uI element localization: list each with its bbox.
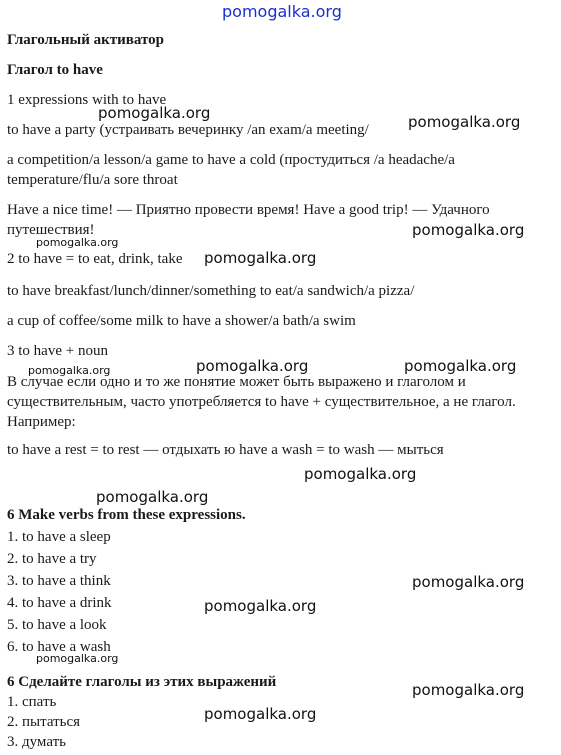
watermark: pomogalka.org — [36, 236, 119, 249]
watermark: pomogalka.org — [412, 221, 525, 239]
text-line-9: В случае если одно и то же понятие может быть выражено и глаголом и существительным, часто употребляется to have + существительное, а не глагол. Например: — [7, 374, 516, 430]
exercise-6-item: 1. to have a sleep — [7, 529, 111, 545]
watermark: pomogalka.org — [36, 652, 119, 665]
watermark: pomogalka.org — [408, 113, 521, 131]
text-line-3: a competition/a lesson/a game to have a cold (простудиться /a headache/a temperature/flu/a sore throat — [7, 152, 455, 188]
exercise-6-item: 3. to have a think — [7, 573, 111, 589]
exercise-6-ru-item: 2. пытаться — [7, 714, 81, 730]
text-line-7: a cup of coffee/some milk to have a shower/a bath/a swim — [7, 313, 356, 329]
text-line-10: to have a rest = to rest — отдыхать ю have a wash = to wash — мыться — [7, 442, 444, 458]
exercise-6-ru-item: 3. думать — [7, 734, 66, 750]
exercise-6-item: 5. to have a look — [7, 617, 107, 633]
watermark: pomogalka.org — [404, 357, 517, 375]
watermark: pomogalka.org — [204, 249, 317, 267]
watermark: pomogalka.org — [412, 573, 525, 591]
header-watermark: pomogalka.org — [222, 2, 342, 21]
watermark: pomogalka.org — [204, 705, 317, 723]
watermark: pomogalka.org — [28, 364, 111, 377]
text-line-8: 3 to have + noun — [7, 343, 108, 359]
text-line-2: to have a party (устраивать вечеринку /an exam/a meeting/ — [7, 122, 369, 138]
exercise-6-ru-heading: 6 Сделайте глаголы из этих выражений — [7, 674, 277, 690]
text-line-5: 2 to have = to eat, drink, take — [7, 251, 183, 267]
watermark: pomogalka.org — [304, 465, 417, 483]
watermark: pomogalka.org — [98, 104, 211, 122]
exercise-6-item: 6. to have a wash — [7, 639, 111, 655]
exercise-6-item: 4. to have a drink — [7, 595, 112, 611]
watermark: pomogalka.org — [196, 357, 309, 375]
text-line-6: to have breakfast/lunch/dinner/something to eat/a sandwich/a pizza/ — [7, 283, 415, 299]
text-line-1: 1 expressions with to have — [7, 92, 167, 108]
document-title: Глагольный активатор — [7, 32, 164, 48]
exercise-6-heading: 6 Make verbs from these expressions. — [7, 507, 246, 523]
watermark: pomogalka.org — [96, 488, 209, 506]
text-line-4: Have a nice time! — Приятно провести время! Have a good trip! — Удачного путешествия! — [7, 202, 490, 238]
exercise-6-item: 2. to have a try — [7, 551, 97, 567]
document-subtitle: Глагол to have — [7, 62, 103, 78]
exercise-6-ru-item: 1. спать — [7, 694, 57, 710]
watermark: pomogalka.org — [412, 681, 525, 699]
watermark: pomogalka.org — [204, 597, 317, 615]
